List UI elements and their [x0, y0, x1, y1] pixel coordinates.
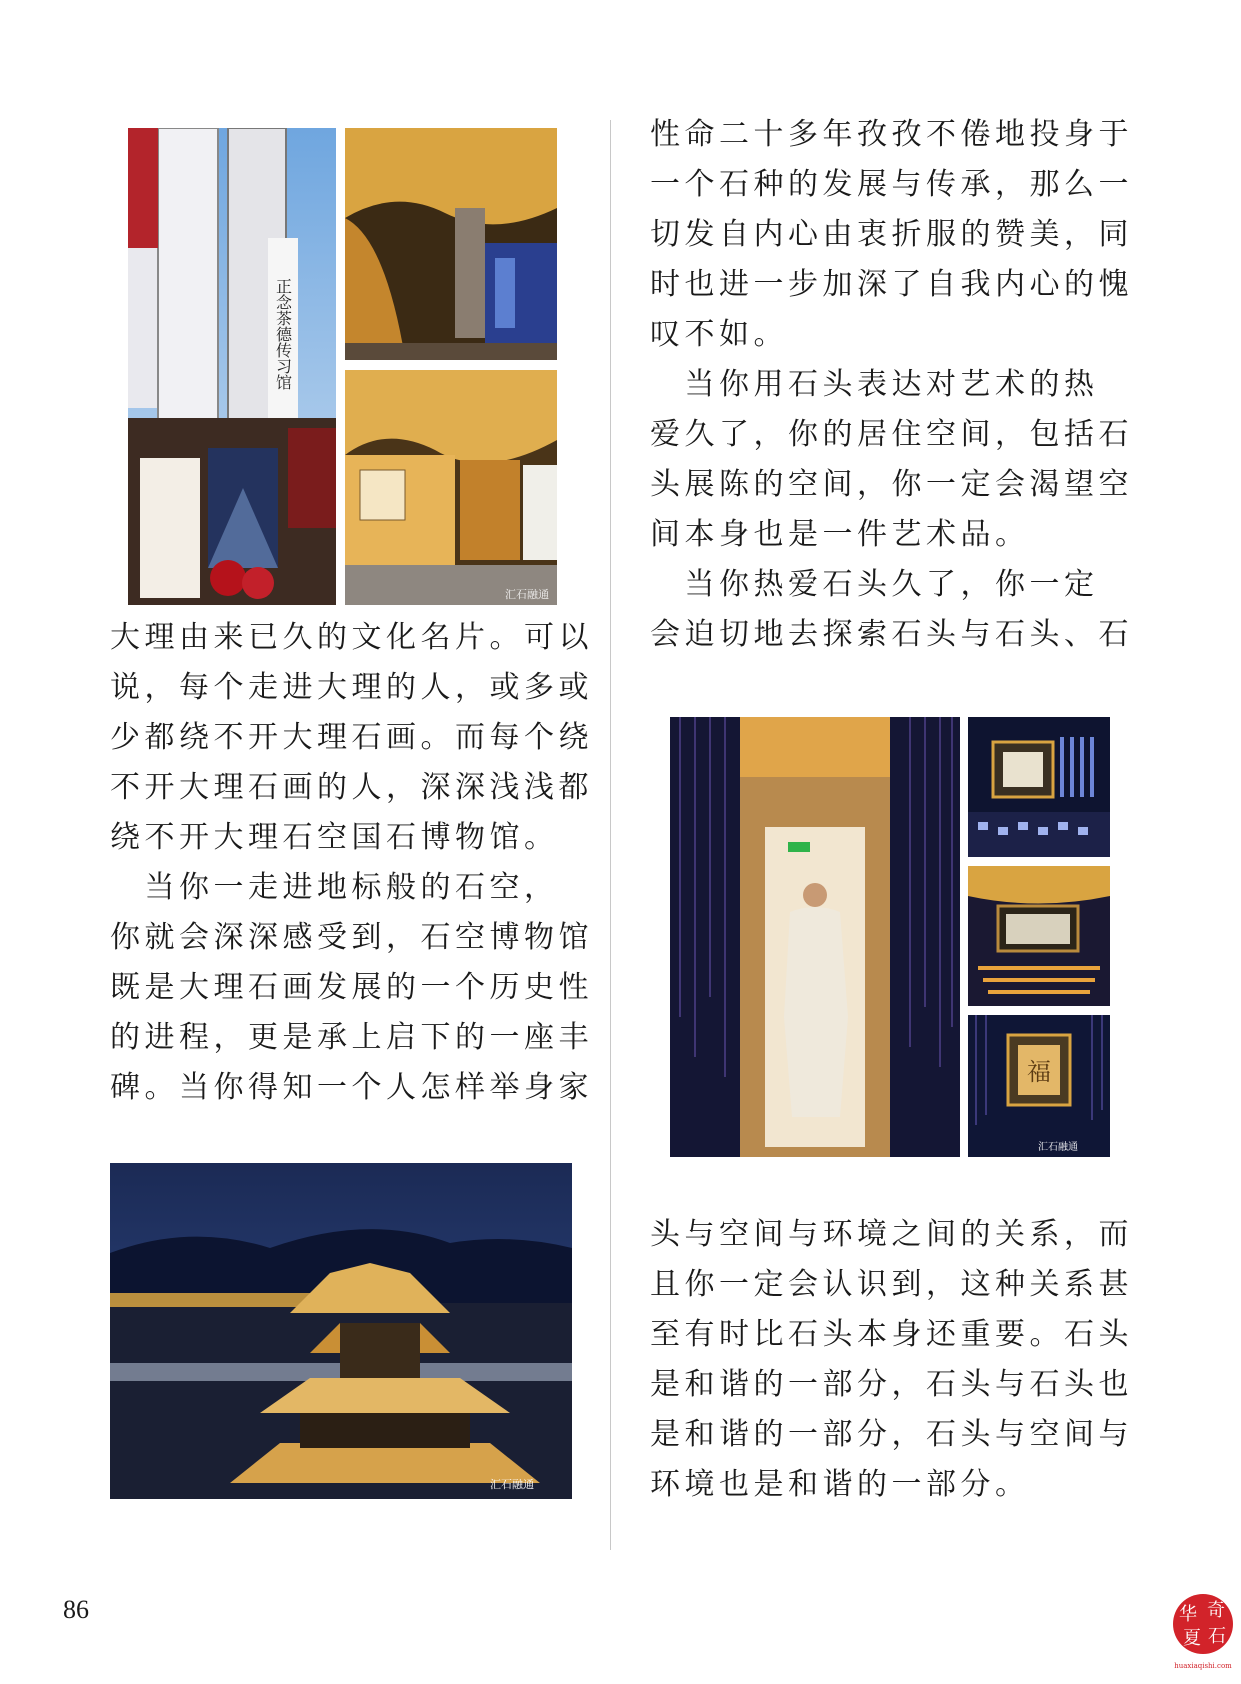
photo-museum-entrance: [128, 128, 336, 605]
text-line: 头展陈的空间，你一定会渴望空: [650, 467, 1133, 502]
watermark-1: 汇石融通: [505, 588, 549, 601]
photo-monk-doorway: [670, 717, 960, 1157]
column-divider: [610, 120, 611, 1550]
text-line: 至有时比石头本身还重要。石头: [650, 1317, 1133, 1352]
logo-char-3: 夏: [1183, 1628, 1201, 1649]
text-line: 碑。当你得知一个人怎样举身家: [110, 1070, 593, 1105]
text-line: 是和谐的一部分，石头与空间与: [650, 1417, 1133, 1452]
text-line: 大理由来已久的文化名片。可以: [110, 620, 593, 655]
page-number: 86: [63, 1595, 89, 1624]
text-line: 少都绕不开大理石画。而每个绕: [110, 720, 593, 755]
photo-night-pavilion: [110, 1163, 572, 1499]
text-line: 一个石种的发展与传承，那么一: [650, 167, 1133, 202]
right-paragraph-1: [650, 110, 1133, 360]
left-paragraph-2: [110, 863, 593, 1113]
watermark-2: 汇石融通: [490, 1478, 534, 1491]
logo-char-2: 奇: [1207, 1600, 1225, 1621]
text-line: 叹不如。: [650, 317, 788, 352]
logo-char-4: 石: [1208, 1626, 1226, 1647]
logo-char-1: 华: [1179, 1604, 1197, 1625]
fu-character: 福: [1027, 1058, 1051, 1086]
right-paragraph-3: [650, 560, 1133, 660]
text-line: 是和谐的一部分，石头与石头也: [650, 1367, 1133, 1402]
text-line: 环境也是和谐的一部分。: [650, 1467, 1030, 1502]
photo-exhibit-room-2: [968, 866, 1110, 1006]
photo-golden-hall: [345, 370, 557, 605]
right-paragraph-4: [650, 1210, 1133, 1510]
text-line: 性命二十多年孜孜不倦地投身于: [650, 117, 1133, 152]
text-line: 当你一走进地标般的石空，: [110, 870, 559, 905]
right-paragraph-2: [650, 360, 1133, 560]
text-line: 爱久了，你的居住空间，包括石: [650, 417, 1133, 452]
photo-exhibit-room-1: [968, 717, 1110, 857]
watermark-3: 汇石融通: [1038, 1142, 1078, 1153]
logo-url: huaxiaqishi.com: [1174, 1662, 1232, 1670]
text-line: 的进程，更是承上启下的一座丰: [110, 1020, 593, 1055]
left-paragraph-1: [110, 613, 593, 863]
text-line: 说，每个走进大理的人，或多或: [110, 670, 593, 705]
text-line: 绕不开大理石空国石博物馆。: [110, 820, 559, 855]
text-line: 当你用石头表达对艺术的热: [650, 367, 1099, 402]
text-line: 不开大理石画的人，深深浅浅都: [110, 770, 593, 805]
text-line: 头与空间与环境之间的关系，而: [650, 1217, 1133, 1252]
building-sign: 正念茶德传习馆: [273, 278, 293, 390]
text-line: 你就会深深感受到，石空博物馆: [110, 920, 593, 955]
text-line: 会迫切地去探索石头与石头、石: [650, 617, 1133, 652]
text-line: 且你一定会认识到，这种关系甚: [650, 1267, 1133, 1302]
photo-golden-corridor: [345, 128, 557, 360]
photo-exhibit-room-3: [968, 1015, 1110, 1157]
text-line: 既是大理石画发展的一个历史性: [110, 970, 593, 1005]
text-line: 时也进一步加深了自我内心的愧: [650, 267, 1133, 302]
text-line: 当你热爱石头久了，你一定: [650, 567, 1099, 602]
text-line: 切发自内心由衷折服的赞美，同: [650, 217, 1133, 252]
site-logo[interactable]: [1170, 1590, 1236, 1672]
text-line: 间本身也是一件艺术品。: [650, 517, 1030, 552]
